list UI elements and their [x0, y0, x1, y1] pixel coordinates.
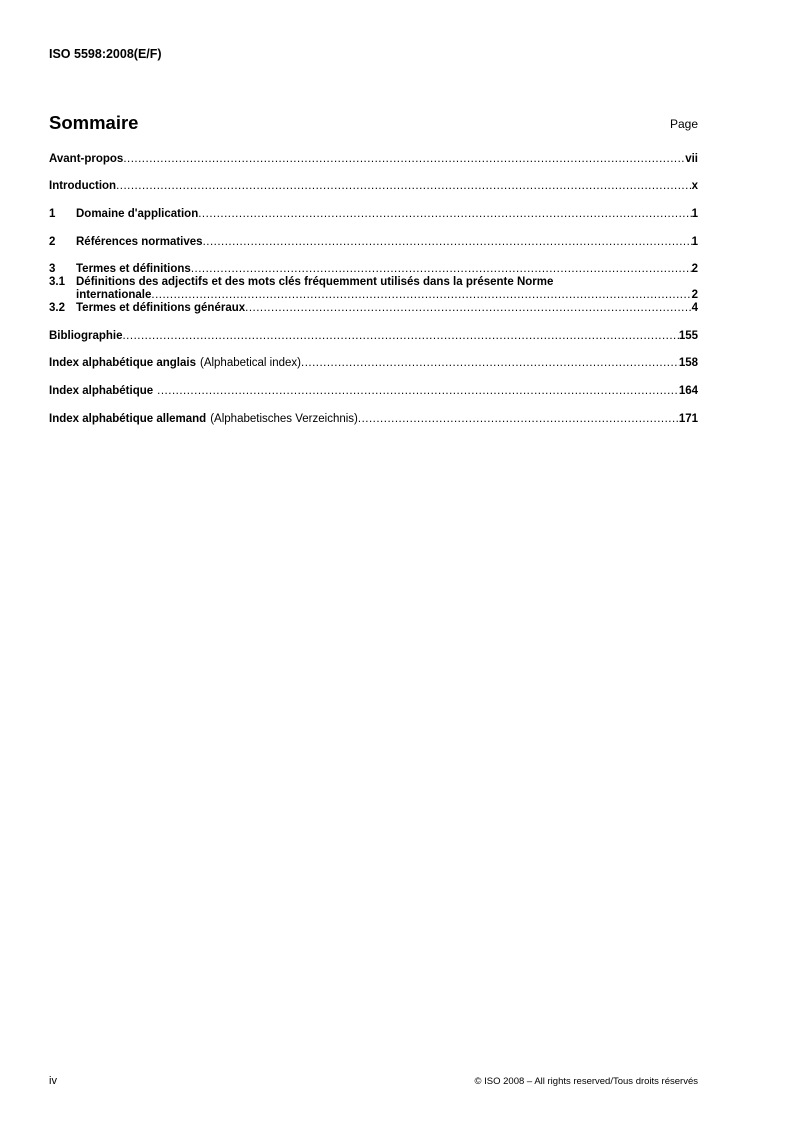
toc-entry-page: 2: [691, 289, 698, 301]
dot-leader: [358, 412, 679, 426]
dot-leader: [198, 207, 691, 221]
toc-entry-page: 171: [678, 413, 698, 425]
dot-leader: [191, 262, 692, 276]
toc-entry-section-2[interactable]: [49, 235, 698, 249]
toc-entry-title-continuation: internationale: [76, 289, 152, 301]
toc-entry-title: Termes et définitions: [76, 263, 191, 275]
document-id: ISO 5598:2008(E/F): [49, 47, 162, 61]
toc-entry-page: 4: [691, 302, 698, 314]
dot-leader: [203, 235, 692, 249]
toc-entry-index-allemand[interactable]: [49, 412, 698, 426]
toc-title: Sommaire: [49, 112, 139, 133]
toc-entry-section-1[interactable]: [49, 207, 698, 221]
toc-entry-number: 3.1: [49, 276, 65, 288]
dot-leader: [151, 289, 691, 302]
dot-leader: [116, 179, 692, 193]
toc-entry-number: 2: [49, 236, 56, 248]
toc-entry-title: Index alphabétique allemand: [49, 413, 207, 425]
dot-leader: [301, 356, 679, 370]
toc-entry-page: 1: [691, 208, 698, 220]
page-column-label: Page: [669, 117, 698, 131]
toc-entry-page: vii: [685, 153, 698, 165]
toc-entry-page: 155: [678, 330, 698, 342]
toc-entry-index-francais[interactable]: [49, 384, 698, 398]
toc-entry-title: Index alphabétique anglais: [49, 357, 196, 369]
toc-entry-number: 1: [49, 208, 56, 220]
toc-entry-page: 2: [691, 263, 698, 275]
toc-entry-title: Introduction: [49, 180, 117, 192]
toc-entry-title: Termes et définitions généraux: [76, 302, 246, 314]
table-of-contents: [49, 152, 698, 426]
footer-copyright: © ISO 2008 – All rights reserved/Tous droits réservés: [474, 1076, 698, 1087]
toc-entry-section-3[interactable]: [49, 262, 698, 276]
toc-entry-title: Avant-propos: [49, 153, 124, 165]
toc-entry-title: Définitions des adjectifs et des mots clés fréquemment utilisés dans la présente Norme: [76, 276, 554, 288]
toc-entry-index-anglais[interactable]: [49, 356, 698, 370]
dot-leader: [122, 329, 678, 343]
toc-entry-title: Index alphabétique: [49, 385, 154, 397]
toc-entry-page: 164: [678, 385, 698, 397]
toc-entry-introduction[interactable]: [49, 179, 698, 193]
toc-entry-title: Domaine d'application: [76, 208, 199, 220]
toc-entry-avant-propos[interactable]: [49, 152, 698, 166]
toc-entry-title: Références normatives: [76, 236, 203, 248]
dot-leader: [245, 302, 691, 315]
toc-entry-section-3-1[interactable]: [49, 276, 698, 302]
toc-entry-note: (Alphabetisches Verzeichnis): [210, 413, 358, 425]
toc-entry-bibliographie[interactable]: [49, 329, 698, 343]
dot-leader: [123, 152, 685, 166]
toc-entry-note: (Alphabetical index): [199, 357, 301, 369]
toc-entry-page: x: [691, 180, 698, 192]
toc-entry-number: 3: [49, 263, 56, 275]
toc-entry-number: 3.2: [49, 302, 65, 314]
toc-entry-page: 158: [678, 357, 698, 369]
footer-page-number: iv: [49, 1075, 57, 1087]
toc-entry-title: Bibliographie: [49, 330, 123, 342]
dot-leader: [157, 384, 679, 398]
toc-entry-page: 1: [691, 236, 698, 248]
toc-entry-section-3-2[interactable]: [49, 302, 698, 315]
